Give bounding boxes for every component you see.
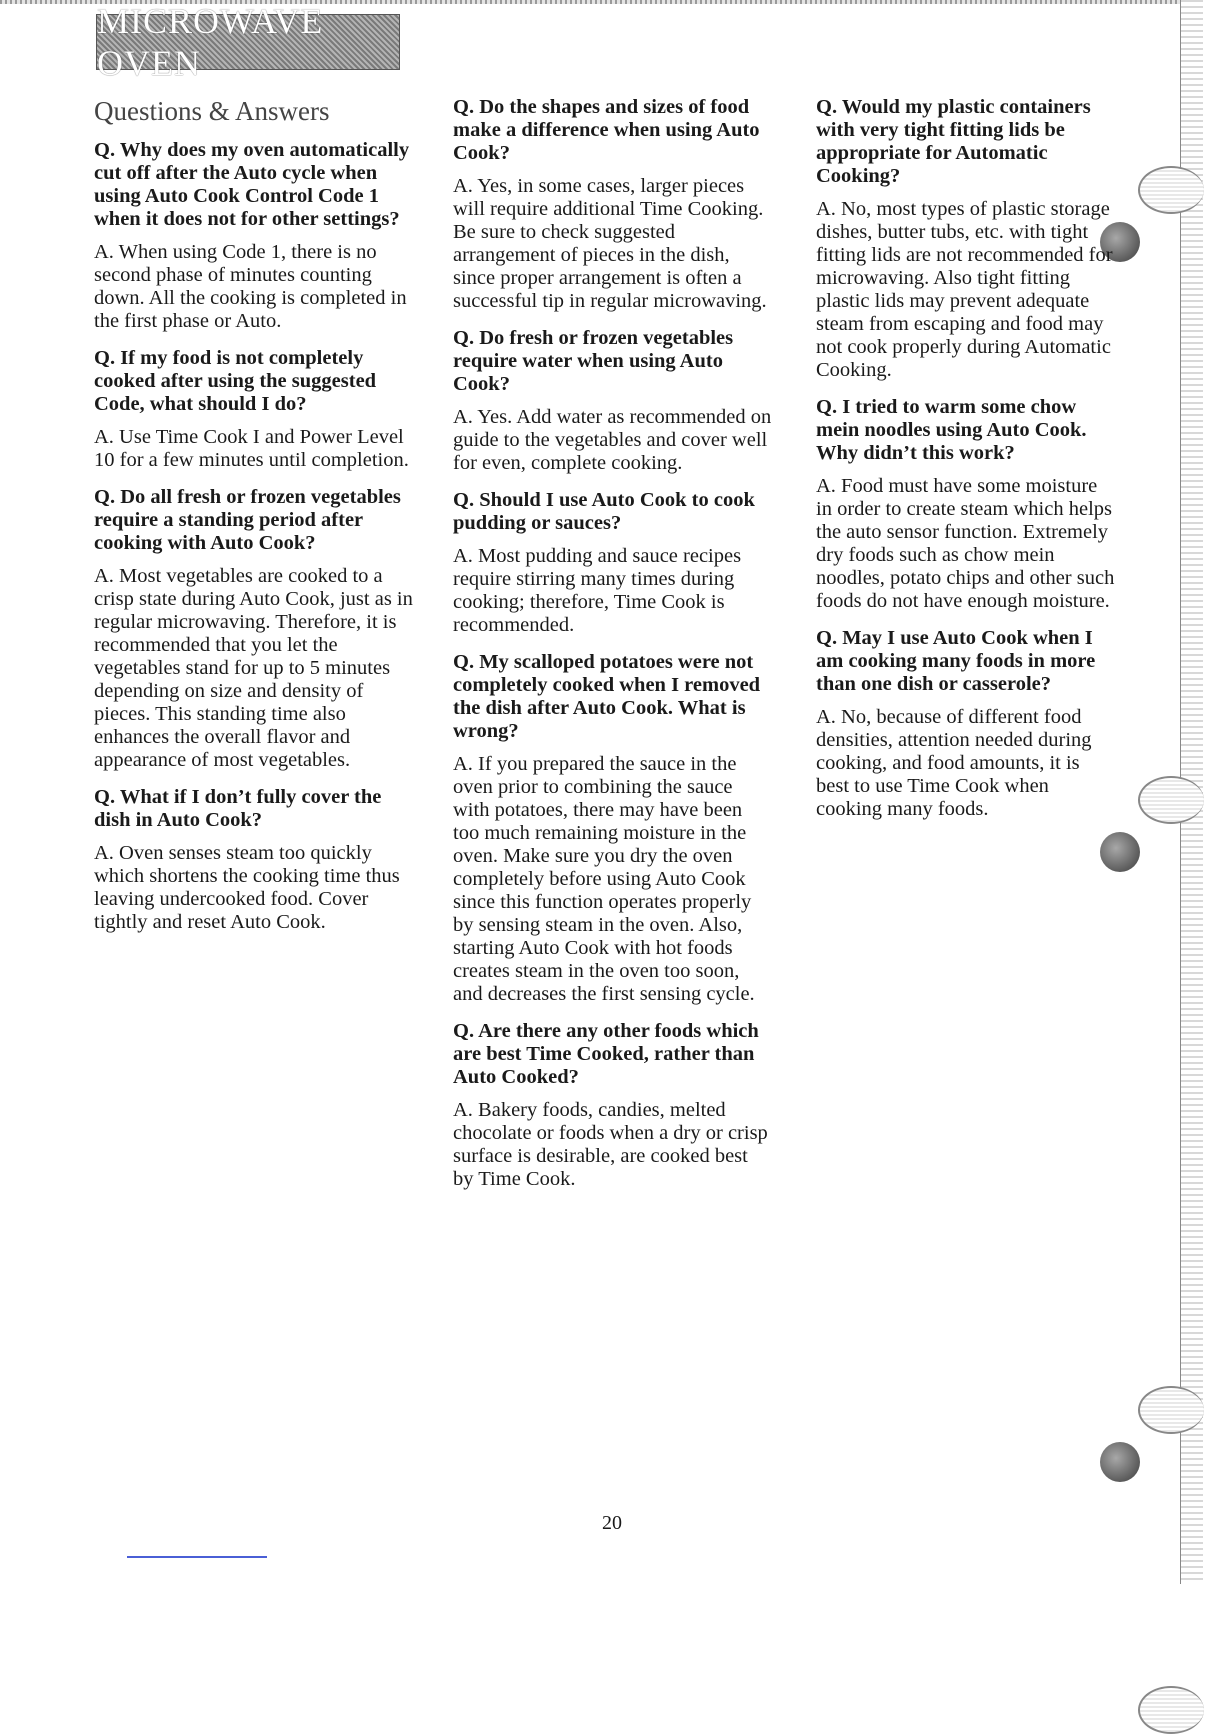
qa-item <box>453 327 773 475</box>
answer: A. Yes. Add water as recommended on guide to the vegetables and cover well for even, complete cooking. <box>453 406 772 474</box>
binder-hole <box>1100 832 1140 872</box>
question: Q. Are there any other foods which are best Time Cooked, rather than Auto Cooked? <box>453 1020 759 1088</box>
question: Q. Why does my oven automatically cut off after the Auto cycle when using Auto Cook Control Code 1 when it does not for other settings? <box>94 139 410 230</box>
answer: A. Most pudding and sauce recipes require stirring many times during cooking; therefore, Time Cook is recommended. <box>453 545 742 636</box>
qa-item <box>94 347 414 472</box>
binder-hole <box>1100 1442 1140 1482</box>
qa-item <box>816 627 1116 821</box>
binding-notch <box>1138 1386 1204 1434</box>
qa-item <box>453 489 773 637</box>
answer: A. Use Time Cook I and Power Level 10 for a few minutes until completion. <box>94 426 409 471</box>
answer: A. No, because of different food densities, attention needed during cooking, and food amounts, it is best to use Time Cook when cooking many foods. <box>816 706 1092 820</box>
qa-item <box>453 96 773 313</box>
answer: A. Food must have some moisture in order to create steam which helps the auto sensor function. Extremely dry foods such as chow mein noodles, potato chips and other such foods do not have enough moisture. <box>816 475 1115 612</box>
answer: A. Yes, in some cases, larger pieces will require additional Time Cooking. Be sure to check suggested arrangement of pieces in the dish, since proper arrangement is often a successful tip in regular microwaving. <box>453 175 767 312</box>
answer: A. If you prepared the sauce in the oven prior to combining the sauce with potatoes, there may have been too much remaining moisture in the oven. Make sure you dry the oven completely before using Auto Cook since this function operates properly by sensing steam in the oven. Also, starting Auto Cook with hot foods creates steam in the oven too soon, and decreases the first sensing cycle. <box>453 753 755 1005</box>
question: Q. I tried to warm some chow mein noodles using Auto Cook. Why didn’t this work? <box>816 396 1087 464</box>
question: Q. What if I don’t fully cover the dish in Auto Cook? <box>94 786 382 831</box>
qa-item <box>94 139 414 333</box>
banner-title: MICROWAVE OVEN <box>97 1 324 83</box>
question: Q. Do the shapes and sizes of food make a difference when using Auto Cook? <box>453 96 760 164</box>
answer: A. Most vegetables are cooked to a crisp state during Auto Cook, just as in regular microwaving. Therefore, it is recommended that you let the vegetables stand for up to 5 minutes depending on size and density of pieces. This standing time also enhances the overall flavor and appearance of most vegetables. <box>94 565 413 771</box>
header-banner <box>96 1 400 83</box>
footnote-rule <box>127 1556 267 1558</box>
page-number: 20 <box>602 1512 622 1534</box>
qa-item <box>816 396 1116 613</box>
binding-notch <box>1138 1686 1204 1734</box>
qa-item <box>453 651 773 1006</box>
binding-notch <box>1138 776 1204 824</box>
question: Q. Do fresh or frozen vegetables require water when using Auto Cook? <box>453 327 734 395</box>
answer: A. Oven senses steam too quickly which shortens the cooking time thus leaving undercooked food. Cover tightly and reset Auto Cook. <box>94 842 400 933</box>
answer: A. Bakery foods, candies, melted chocolate or foods when a dry or crisp surface is desirable, are cooked best by Time Cook. <box>453 1099 768 1190</box>
column-3 <box>816 96 1116 835</box>
question: Q. Should I use Auto Cook to cook pudding or sauces? <box>453 489 755 534</box>
question: Q. May I use Auto Cook when I am cooking many foods in more than one dish or casserole? <box>816 627 1096 695</box>
qa-item <box>816 96 1116 382</box>
answer: A. No, most types of plastic storage dishes, butter tubs, etc. with tight fitting lids are not recommended for microwaving. Also tight fitting plastic lids may prevent adequate steam from escaping and food may not cook properly during Automatic Cooking. <box>816 198 1113 381</box>
qa-item <box>453 1020 773 1191</box>
question: Q. Would my plastic containers with very tight fitting lids be appropriate for Automatic Cooking? <box>816 96 1091 187</box>
question: Q. My scalloped potatoes were not completely cooked when I removed the dish after Auto Cook. What is wrong? <box>453 651 761 742</box>
column-2 <box>453 96 773 1205</box>
column-1 <box>94 96 414 948</box>
qa-item <box>94 486 414 772</box>
qa-item <box>94 786 414 934</box>
section-title: Questions & Answers <box>94 96 330 126</box>
question: Q. Do all fresh or frozen vegetables require a standing period after cooking with Auto Cook? <box>94 486 401 554</box>
binding-notch <box>1138 166 1204 214</box>
answer: A. When using Code 1, there is no second phase of minutes counting down. All the cooking is completed in the first phase or Auto. <box>94 241 407 332</box>
question: Q. If my food is not completely cooked after using the suggested Code, what should I do? <box>94 347 377 415</box>
